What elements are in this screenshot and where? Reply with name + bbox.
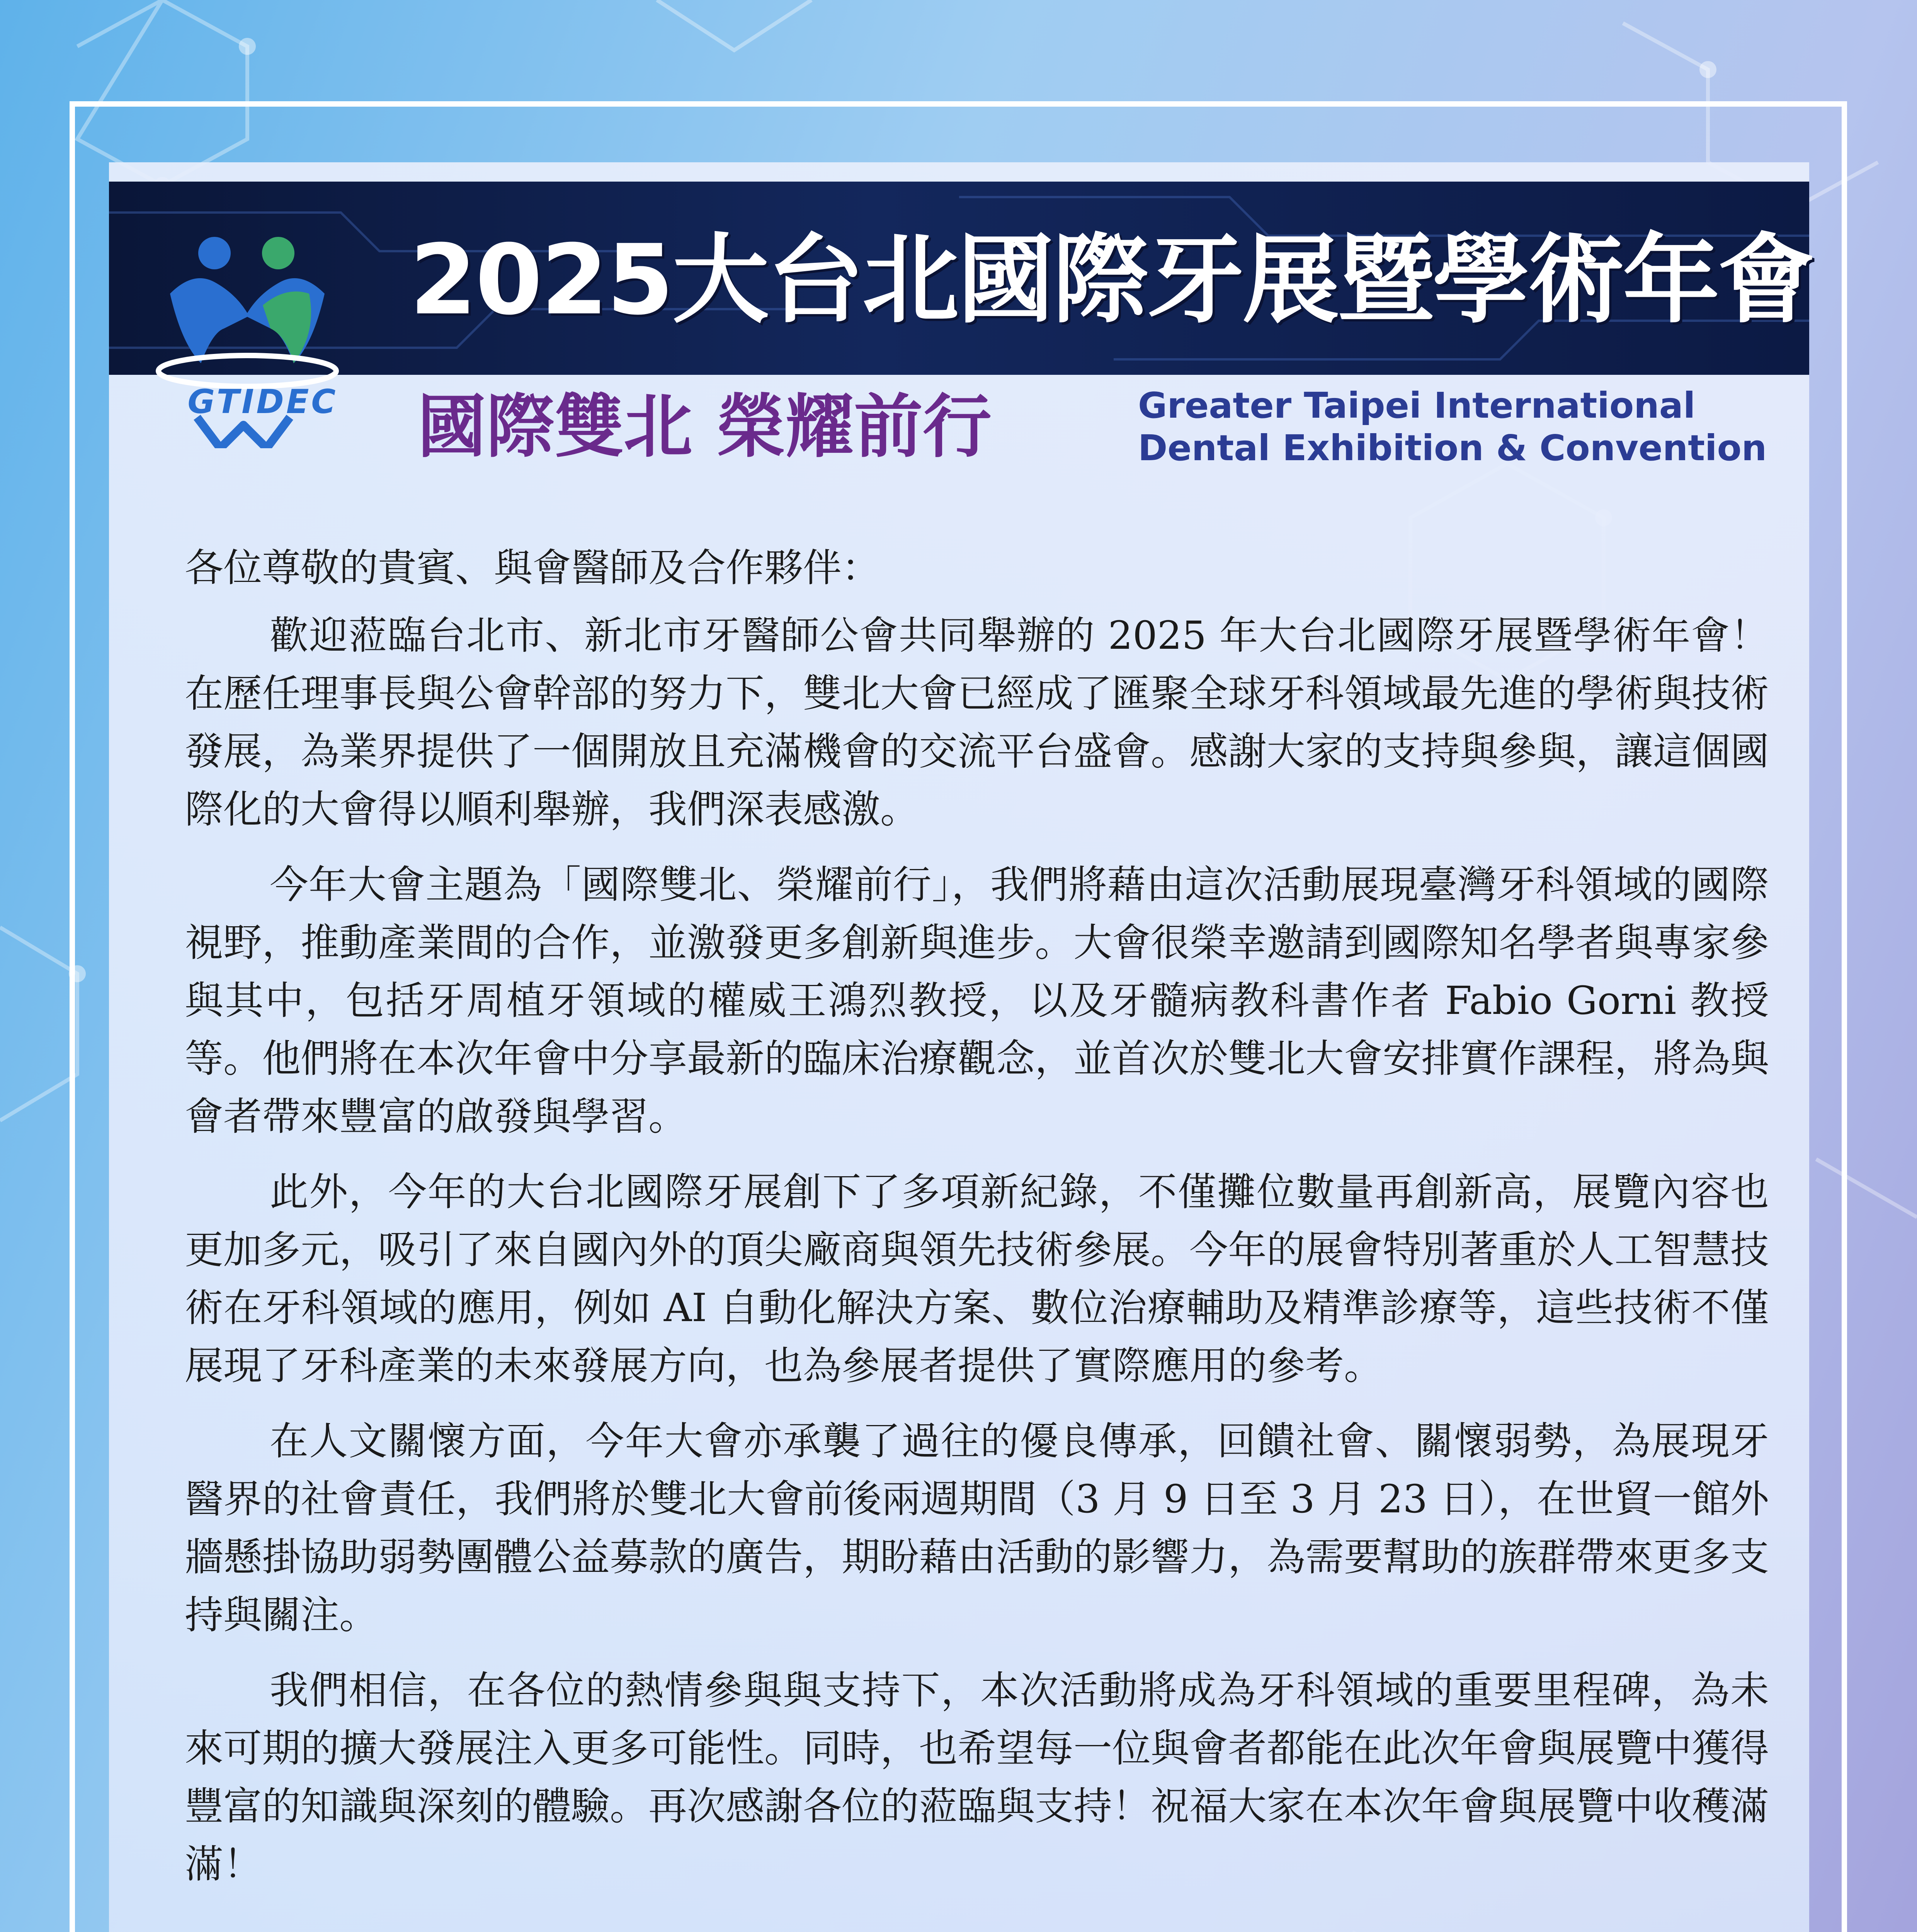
letter-paragraph-1: 歡迎蒞臨台北市、新北市牙醫師公會共同舉辦的 2025 年大台北國際牙展暨學術年會！在歷任理事長與公會幹部的努力下，雙北大會已經成了匯聚全球牙科領域最先進的學術與技術發展，為業界提供了一個開放且充滿機會的交流平台盛會。感謝大家的支持與參與，讓這個國際化的大會得以順利舉辦，我們深表感激。: [185, 613, 1769, 832]
welcome-letter: [185, 539, 1769, 1911]
english-title: [1138, 384, 1795, 469]
letter-paragraph-5: 我們相信，在各位的熱情參與與支持下，本次活動將成為牙科領域的重要里程碑，為未來可期的擴大發展注入更多可能性。同時，也希望每一位與會者都能在此次年會與展覽中獲得豐富的知識與深刻的體驗。再次感謝各位的蒞臨與支持！祝福大家在本次年會與展覽中收穫滿滿！: [185, 1668, 1769, 1887]
letter-paragraph-3: 此外，今年的大台北國際牙展創下了多項新紀錄，不僅攤位數量再創新高，展覽內容也更加多元，吸引了來自國內外的頂尖廠商與領先技術參展。今年的展會特別著重於人工智慧技術在牙科領域的應用，例如 AI 自動化解決方案、數位治療輔助及精準診療等，這些技術不僅展現了牙科產業的未來發展方向，也為參展者提供了實際應用的參考。: [185, 1169, 1769, 1388]
page-title: 2025大台北國際牙展暨學術年會: [410, 224, 1813, 336]
english-title-line-1: Greater Taipei International: [1138, 385, 1696, 426]
letter-paragraph-2: 今年大會主題為「國際雙北、榮耀前行」，我們將藉由這次活動展現臺灣牙科領域的國際視野，推動產業間的合作，並激發更多創新與進步。大會很榮幸邀請到國際知名學者與專家參與其中，包括牙周植牙領域的權威王鴻烈教授，以及牙髓病教科書作者 Fabio Gorni 教授等。他們將在本次年會中分享最新的臨床治療觀念，並首次於雙北大會安排實作課程，將為與會者帶來豐富的啟發與學習。: [185, 862, 1769, 1139]
letter-salutation: 各位尊敬的貴賓、與會醫師及合作夥伴：: [185, 545, 880, 590]
theme-slogan: 國際雙北 榮耀前行: [417, 387, 992, 467]
english-title-line-2: Dental Exhibition & Convention: [1138, 427, 1767, 469]
letter-paragraph-4: 在人文關懷方面，今年大會亦承襲了過往的優良傳承，回饋社會、關懷弱勢，為展現牙醫界的社會責任，我們將於雙北大會前後兩週期間（3 月 9 日至 3 月 23 日），在世貿一館外牆懸掛協助弱勢團體公益募款的廣告，期盼藉由活動的影響力，為需要幫助的族群帶來更多支持與關注。: [185, 1418, 1769, 1638]
logo-text: GTIDEC: [187, 383, 338, 421]
